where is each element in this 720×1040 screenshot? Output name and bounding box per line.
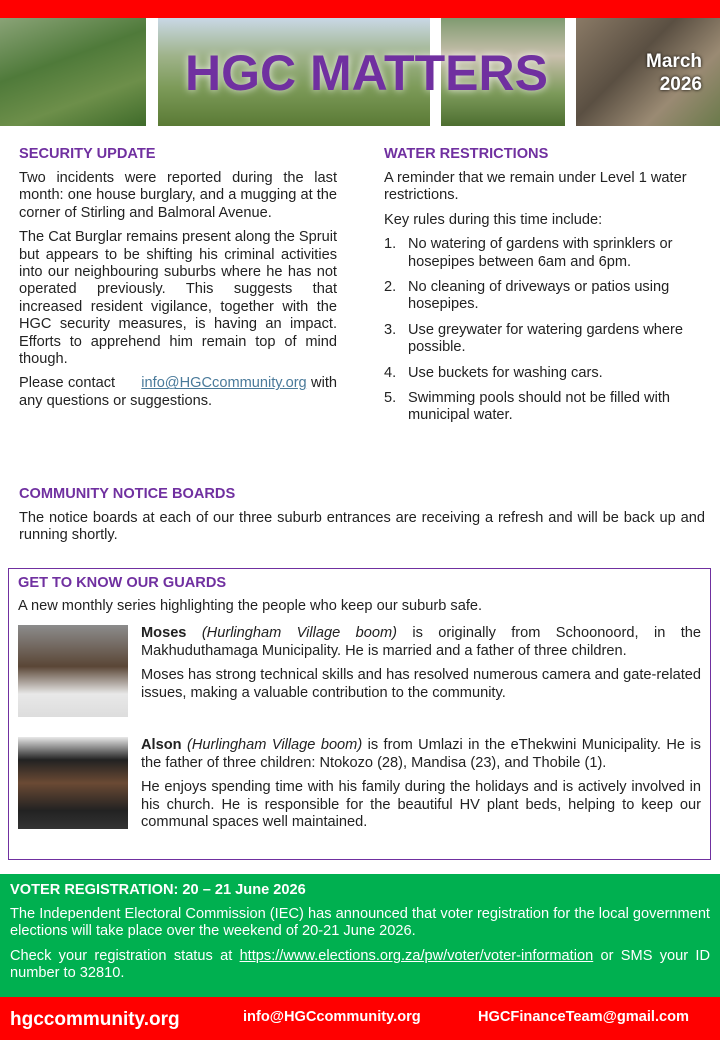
newsletter-title: HGC MATTERS	[185, 45, 548, 101]
issue-month: March	[646, 51, 702, 72]
voter-heading: VOTER REGISTRATION: 20 – 21 June 2026	[10, 882, 306, 898]
guard-photo	[18, 737, 128, 829]
security-p3	[19, 375, 337, 410]
water-rules	[384, 236, 704, 425]
guard-name: Moses	[141, 625, 187, 642]
rule-item	[384, 322, 704, 357]
notice-p1: The notice boards at each of our three suburb entrances are receiving a refresh and will be back up and running shortly.	[19, 510, 705, 544]
water-heading: WATER RESTRICTIONS	[384, 146, 549, 162]
rule-text: Use buckets for washing cars.	[408, 364, 603, 381]
security-section	[19, 146, 337, 417]
rule-number: 5.	[384, 390, 397, 407]
guards-section	[8, 568, 711, 860]
rule-item	[384, 279, 704, 314]
water-section	[384, 146, 704, 433]
guard-p1	[141, 737, 701, 772]
rule-item	[384, 236, 704, 271]
voter-text-after: or SMS your ID number to 32810.	[10, 947, 711, 982]
footer-email-finance[interactable]: HGCFinanceTeam@gmail.com	[478, 1009, 690, 1025]
guard-bio: is originally from Schoonoord, in the Makhuduthamaga Municipality. He is married and a father of three children.	[141, 625, 701, 659]
guard-p2: Moses has strong technical skills and has resolved numerous camera and gate-related issues, making a valuable contribution to the community.	[141, 667, 701, 701]
guard-p1	[141, 625, 701, 660]
top-bar	[0, 0, 720, 18]
rule-text: No cleaning of driveways or patios using hosepipes.	[408, 279, 670, 313]
guard-profile	[18, 737, 701, 838]
footer	[0, 997, 720, 1040]
rule-number: 1.	[384, 236, 397, 253]
rule-text: Use greywater for watering gardens where possible.	[408, 321, 683, 356]
guard-name: Alson	[141, 737, 182, 754]
voter-p1: The Independent Electoral Commission (IEC) has announced that voter registration for the local government elections will take place over the weekend of 20-21 June 2026.	[10, 906, 710, 940]
water-p1: A reminder that we remain under Level 1 water restrictions.	[384, 170, 687, 204]
contact-text: Please contact	[19, 375, 116, 392]
guards-intro: A new monthly series highlighting the people who keep our suburb safe.	[18, 598, 483, 614]
security-p2: The Cat Burglar remains present along the Spruit but appears to be shifting his criminal activities into our neighbouring suburbs where he has not operated previously. This suggests that increased resident vigilance, together with the HGC security measures, is having an impact. Efforts to apprehend him remain top of mind though.	[19, 229, 337, 368]
header-photo-river	[0, 18, 146, 126]
rule-text: No watering of gardens with sprinklers or hosepipes between 6am and 6pm.	[408, 236, 673, 270]
security-heading: SECURITY UPDATE	[19, 146, 156, 162]
rule-text: Swimming pools should not be filled with municipal water.	[408, 390, 671, 424]
elections-link[interactable]: https://www.elections.org.za/pw/voter/voter-information	[239, 947, 594, 964]
contact-email-link[interactable]: info@HGCcommunity.org	[141, 375, 307, 392]
rule-number: 2.	[384, 279, 397, 296]
issue-date	[646, 50, 702, 96]
footer-website[interactable]: hgccommunity.org	[10, 1009, 180, 1030]
guard-p2: He enjoys spending time with his family during the holidays and is actively involved in his church. He is responsible for the beautiful HV plant beds, helping to keep our communal spaces well maintained.	[141, 779, 701, 831]
rule-number: 3.	[384, 321, 397, 338]
guard-post: (Hurlingham Village boom)	[186, 737, 363, 754]
guard-bio: is from Umlazi in the eThekwini Municipality. He is the father of three children: Ntokozo (28), Mandisa (23), and Thobile (1).	[141, 737, 701, 771]
rule-item	[384, 365, 704, 382]
guard-profile	[18, 625, 701, 717]
notice-section	[19, 486, 705, 552]
voter-p2	[10, 948, 710, 983]
guards-heading: GET TO KNOW OUR GUARDS	[18, 575, 227, 591]
security-p1: Two incidents were reported during the last month: one house burglary, and a mugging at the corner of Stirling and Balmoral Avenue.	[19, 170, 337, 221]
rule-item	[384, 390, 704, 425]
contact-text-after: with any questions or suggestions.	[19, 375, 337, 409]
rule-number: 4.	[384, 364, 397, 381]
guard-post: (Hurlingham Village boom)	[201, 625, 397, 642]
voter-text: Check your registration status at	[10, 947, 233, 964]
notice-heading: COMMUNITY NOTICE BOARDS	[19, 486, 236, 502]
guard-photo	[18, 625, 128, 717]
voter-section	[0, 874, 720, 997]
footer-email-info[interactable]: info@HGCcommunity.org	[243, 1009, 421, 1025]
water-p2: Key rules during this time include:	[384, 211, 603, 228]
issue-year: 2026	[659, 74, 702, 95]
